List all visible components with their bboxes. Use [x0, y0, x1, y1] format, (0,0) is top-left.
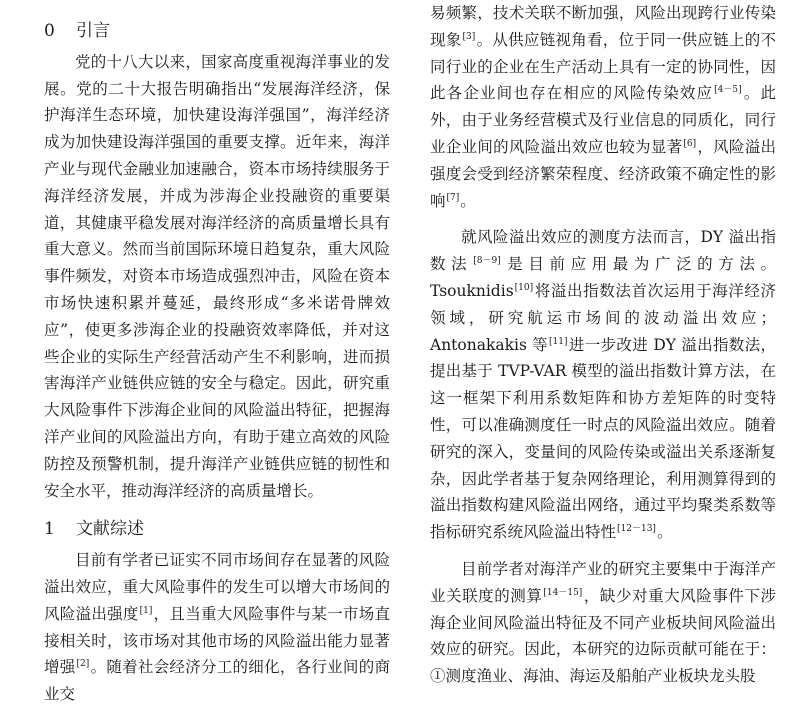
body-text: 。此外，由于业务经营模式及行业信息的同质化，同行业企业间的风险溢出效应也较为显著 — [430, 84, 776, 156]
citation-ref: [11] — [549, 336, 568, 347]
citation-ref: [8－9] — [473, 256, 501, 267]
citation-ref: [1] — [139, 605, 153, 616]
left-column — [44, 0, 390, 708]
citation-ref: [3] — [462, 31, 476, 42]
section-number: 1 — [44, 519, 55, 540]
body-text: 目前学者对海洋产业的研究主要集中于海洋产业关联度的测算 — [430, 559, 776, 605]
citation-ref: [6] — [683, 138, 697, 149]
body-text: 。从供应链视角看，位于同一供应链上的不同行业的企业在生产活动上具有一定的协同性，因此各企业间也存在相应的风险传染效应 — [430, 30, 776, 103]
section-heading-introduction — [44, 18, 390, 45]
citation-ref: [12－13] — [617, 524, 656, 535]
continued-paragraph — [430, 0, 776, 214]
section-title: 引言 — [76, 21, 110, 41]
body-text: 是目前应用最为广泛的方法。Tsouknidis — [430, 255, 776, 300]
body-text: ，缺少对重大风险事件下涉海企业间风险溢出特征及不同产业板块间风险溢出效应的研究。因此，本研究的边际贡献可能在于：①测度渔业、海油、海运及船舶产业板块龙头股 — [430, 586, 776, 686]
body-text: 。 — [656, 523, 673, 542]
literature-review-paragraph — [44, 547, 390, 708]
intro-paragraph: 党的十八大以来，国家高度重视海洋事业的发展。党的二十大报告明确指出“发展海洋经济，保护海洋生态环境，加快建设海洋强国”，海洋经济成为加快建设海洋强国的重要支撑。近年来，海洋产业与现代金融业加速融合，资本市场持续服务于海洋经济发展，并成为涉海企业投融资的重要渠道，其健康平稳发展对海洋经济的高质量增长具有重大意义。然而当前国际环境日趋复杂，重大风险事件频发，对资本市场造成强烈冲击，风险在资本市场快速积累并蔓延，最终形成“多米诺骨牌效应”，使更多涉海企业的投融资效率降低，并对这些企业的实际生产经营活动产生不利影响，进而损害海洋产业链供应链的安全与稳定。因此，研究重大风险事件下涉海企业间的风险溢出特征，把握海洋产业间的风险溢出方向，有助于建立高效的风险防控及预警机制，提升海洋产业链供应链的韧性和安全水平，推动海洋经济的高质量增长。 — [44, 52, 390, 500]
right-column — [430, 0, 776, 690]
citation-ref: [7] — [446, 192, 460, 203]
body-text: ，风险溢出强度会受到经济繁荣程度、经济政策不确定性的影响 — [430, 137, 776, 210]
section-title: 文献综述 — [76, 519, 144, 540]
citation-ref: [14－15] — [543, 587, 583, 598]
body-text: 。 — [460, 191, 476, 210]
citation-ref: [10] — [514, 282, 534, 293]
body-text: 。随着社会经济分工的细化，各行业间的商业交 — [44, 658, 390, 704]
methods-paragraph — [430, 224, 776, 546]
research-gap-paragraph — [430, 556, 776, 690]
citation-ref: [2] — [76, 659, 90, 670]
section-number: 0 — [44, 21, 55, 41]
citation-ref: [4－5] — [714, 85, 742, 96]
body-text: ，且当重大风险事件与某一市场直接相关时，该市场对其他市场的风险溢出能力显著增强 — [44, 604, 390, 677]
body-text: 进一步改进 DY 溢出指数法，提出基于 TVP-VAR 模型的溢出指数计算方法，在这一框架下利用系数矩阵和协方差矩阵的时变特性，可以准确测度任一时点的风险溢出效应。随着研究的深入，变量间的风险传染或溢出关系逐渐复杂，因此学者基于复杂网络理论，利用测算得到的溢出指数构建风险溢出网络，通过平均聚类系数等指标研究系统风险溢出特性 — [430, 335, 776, 542]
body-text: 目前有学者已证实不同市场间存在显著的风险溢出效应，重大风险事件的发生可以增大市场间的风险溢出强度 — [44, 551, 390, 623]
body-text: 就风险溢出效应的测度方法而言，DY 溢出指数法 — [430, 228, 776, 274]
section-heading-literature-review — [44, 516, 390, 543]
body-text: 易频繁，技术关联不断加强，风险出现跨行业传染现象 — [430, 4, 776, 49]
body-text: 将溢出指数法首次运用于海洋经济领域，研究航运市场间的波动溢出效应；Antonakakis 等 — [430, 281, 776, 354]
